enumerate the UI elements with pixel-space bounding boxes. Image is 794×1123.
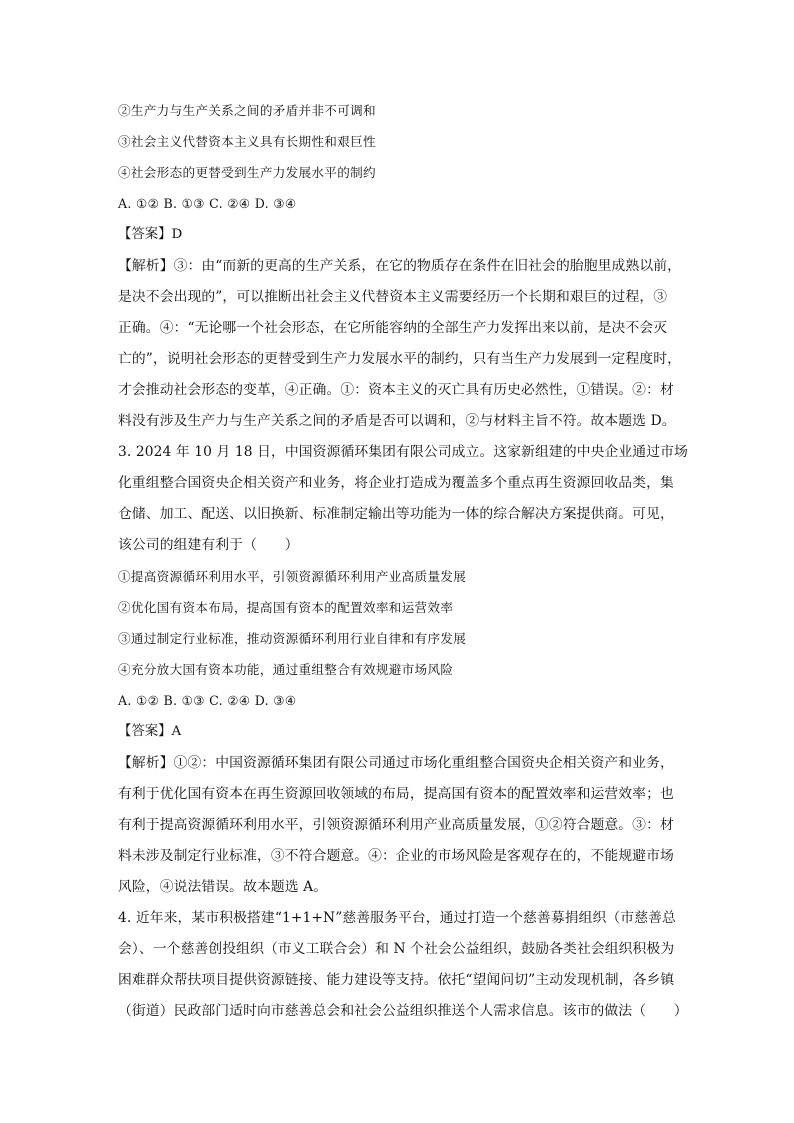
option-line: ④社会形态的更替受到生产力发展水平的制约 <box>118 165 376 180</box>
analysis-line: 风险，④说法错误。故本题选 A。 <box>118 879 328 895</box>
question-line: 3. 2024 年 10 月 18 日，中国资源循环集团有限公司成立。这家新组建的中央企业通过市场 <box>118 444 688 460</box>
option-line: ①提高资源循环利用水平，引领资源循环利用产业高质量发展 <box>118 569 467 584</box>
analysis-line: 才会推动社会形态的变革，④正确。①：资本主义的灭亡具有历史必然性，①错误。②：材 <box>118 382 674 398</box>
choices-line: A. ①② B. ①③ C. ②④ D. ③④ <box>118 196 297 211</box>
question-line: 4. 近年来，某市积极搭建“1+1+N”慈善服务平台，通过打造一个慈善募捐组织（市慈善总 <box>118 910 676 926</box>
option-line: ②生产力与生产关系之间的矛盾并非不可调和 <box>118 103 376 118</box>
analysis-line: 料未涉及制定行业标准，③不符合题意。④：企业的市场风险是客观存在的，不能规避市场 <box>118 848 674 864</box>
analysis-line: 有利于提高资源循环利用水平，引领资源循环利用产业高质量发展，①②符合题意。③：材 <box>118 817 674 833</box>
analysis-line: 亡的”，说明社会形态的更替受到生产力发展水平的制约，只有当生产力发展到一定程度时， <box>118 351 682 367</box>
analysis-line: 有利于优化国有资本在再生资源回收领域的布局，提高国有资本的配置效率和运营效率；也 <box>118 786 674 802</box>
question-line: 仓储、加工、配送、以旧换新、标准制定输出等功能为一体的综合解决方案提供商。可见， <box>118 506 674 522</box>
option-line: ④充分放大国有资本功能，通过重组整合有效规避市场风险 <box>118 662 454 677</box>
question-line: （街道）民政部门适时向市慈善总会和社会公益组织推送个人需求信息。该市的做法（ ） <box>118 1003 688 1019</box>
analysis-line: 是决不会出现的”，可以推断出社会主义代替资本主义需要经历一个长期和艰巨的过程，③ <box>118 289 668 305</box>
question-line: 化重组整合国资央企相关资产和业务，将企业打造成为覆盖多个重点再生资源回收品类，集 <box>118 475 674 491</box>
option-line: ②优化国有资本布局，提高国有资本的配置效率和运营效率 <box>118 600 454 615</box>
option-line: ③通过制定行业标准，推动资源循环利用行业自律和有序发展 <box>118 631 467 646</box>
question-line: 该公司的组建有利于（ ） <box>118 537 299 553</box>
analysis-line: 正确。④：“无论哪一个社会形态，在它所能容纳的全部生产力发挥出来以前，是决不会灭 <box>118 320 668 336</box>
analysis-line: 料没有涉及生产力与生产关系之间的矛盾是否可以调和，②与材料主旨不符。故本题选 D。 <box>118 413 676 429</box>
choices-line: A. ①② B. ①③ C. ②④ D. ③④ <box>118 693 297 708</box>
question-line: 会）、一个慈善创投组织（市义工联合会）和 N 个社会公益组织，鼓励各类社会组织积极为 <box>118 941 675 957</box>
option-line: ③社会主义代替资本主义具有长期性和艰巨性 <box>118 134 376 149</box>
analysis-line: 【解析】③：由“而新的更高的生产关系，在它的物质存在条件在旧社会的胎胞里成熟以前， <box>118 258 682 274</box>
analysis-line: 【解析】①②：中国资源循环集团有限公司通过市场化重组整合国资央企相关资产和业务， <box>118 755 674 771</box>
answer-line: 【答案】D <box>118 227 183 242</box>
answer-line: 【答案】A <box>118 724 182 739</box>
question-line: 困难群众帮扶项目提供资源链接、能力建设等支持。依托“望闻问切”主动发现机制，各乡镇 <box>118 972 675 988</box>
